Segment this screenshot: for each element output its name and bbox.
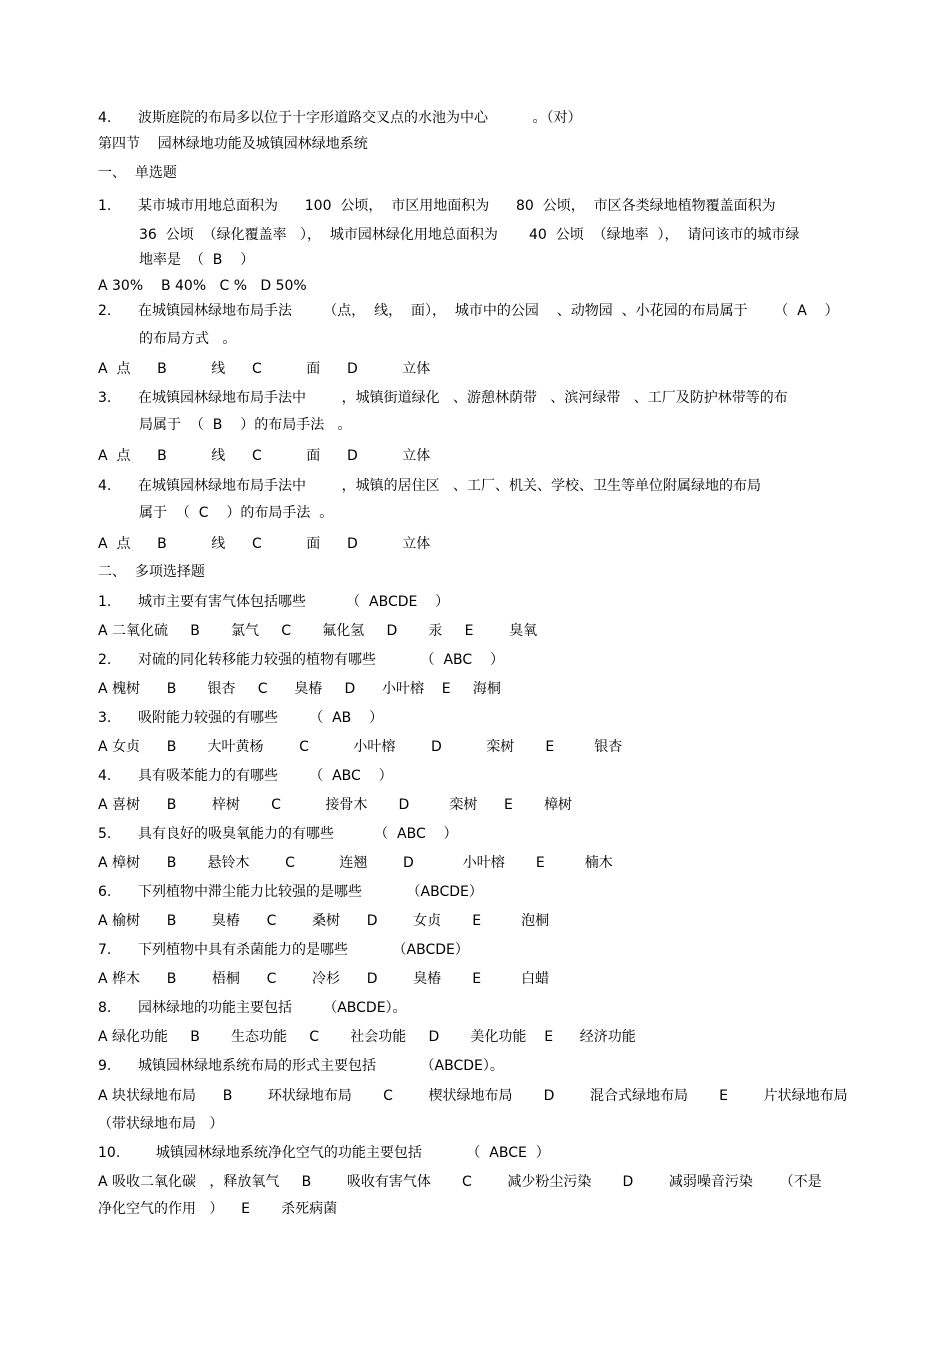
question-line: 的布局方式 。 — [139, 331, 237, 347]
question-line: 1. 城市主要有害气体包括哪些 （ ABCDE ） — [98, 594, 450, 610]
subsection-heading: 一、 单选题 — [98, 165, 177, 181]
subsection-heading: 二、 多项选择题 — [98, 564, 205, 580]
options-line: A 喜树 B 梓树 C 接骨木 D 栾树 E 樟树 — [98, 797, 573, 813]
options-line: 净化空气的作用 ） E 杀死病菌 — [98, 1201, 338, 1217]
options-line: A 点 B 线 C 面 D 立体 — [98, 361, 431, 377]
question-line: 6. 下列植物中滞尘能力比较强的是哪些 （ABCDE） — [98, 884, 483, 900]
question-line: 地率是 （ B ） — [139, 252, 255, 268]
options-line: A 点 B 线 C 面 D 立体 — [98, 536, 431, 552]
text-line: 4. 波斯庭院的布局多以位于十字形道路交叉点的水池为中心 。（对） — [98, 110, 582, 126]
options-line: A 女贞 B 大叶黄杨 C 小叶榕 D 栾树 E 银杏 — [98, 739, 623, 755]
question-line: 9. 城镇园林绿地系统布局的形式主要包括 （ABCDE）。 — [98, 1058, 504, 1074]
question-line: 36 公顷 （绿化覆盖率 ）， 城市园林绿化用地总面积为 40 公顷 （绿地率 ）， 请问该市的城市绿 — [139, 227, 800, 243]
options-line: A 吸收二氧化碳 ，释放氧气 B 吸收有害气体 C 减少粉尘污染 D 减弱噪音污染 （不是 — [98, 1174, 822, 1190]
question-line: 7. 下列植物中具有杀菌能力的是哪些 （ABCDE） — [98, 942, 469, 958]
question-line: 1. 某市城市用地总面积为 100 公顷， 市区用地面积为 80 公顷， 市区各类绿地植物覆盖面积为 — [98, 198, 776, 214]
options-line: A 30% B 40% C % D 50% — [98, 278, 307, 294]
options-line: A 樟树 B 悬铃木 C 连翘 D 小叶榕 E 楠木 — [98, 855, 613, 871]
question-line: 属于 （ C ）的布局手法 。 — [139, 505, 334, 521]
options-line: A 榆树 B 臭椿 C 桑树 D 女贞 E 泡桐 — [98, 913, 550, 929]
question-line: 10. 城镇园林绿地系统净化空气的功能主要包括 （ ABCE ） — [98, 1145, 550, 1161]
options-line: （带状绿地布局 ） — [98, 1116, 224, 1132]
options-line: A 点 B 线 C 面 D 立体 — [98, 448, 431, 464]
section-heading: 第四节 园林绿地功能及城镇园林绿地系统 — [98, 136, 368, 152]
question-line: 2. 在城镇园林绿地布局手法 （点， 线， 面）， 城市中的公园 、动物园 、小花园的布局属于 （ A ） — [98, 303, 839, 319]
question-line: 4. 具有吸苯能力的有哪些 （ ABC ） — [98, 768, 393, 784]
question-line: 5. 具有良好的吸臭氧能力的有哪些 （ ABC ） — [98, 826, 458, 842]
options-line: A 块状绿地布局 B 环状绿地布局 C 楔状绿地布局 D 混合式绿地布局 E 片状绿地布局 — [98, 1088, 848, 1104]
question-line: 局属于 （ B ）的布局手法 。 — [139, 417, 352, 433]
question-line: 8. 园林绿地的功能主要包括 （ABCDE）。 — [98, 1000, 407, 1016]
question-line: 4. 在城镇园林绿地布局手法中 ，城镇的居住区 、工厂、机关、学校、卫生等单位附属绿地的布局 — [98, 478, 762, 494]
question-line: 3. 在城镇园林绿地布局手法中 ，城镇街道绿化 、游憩林荫带 、滨河绿带 、工厂及防护林带等的布 — [98, 390, 788, 406]
question-line: 2. 对硫的同化转移能力较强的植物有哪些 （ ABC ） — [98, 652, 504, 668]
options-line: A 绿化功能 B 生态功能 C 社会功能 D 美化功能 E 经济功能 — [98, 1029, 636, 1045]
options-line: A 二氧化硫 B 氯气 C 氟化氢 D 汞 E 臭氧 — [98, 623, 538, 639]
options-line: A 槐树 B 银杏 C 臭椿 D 小叶榕 E 海桐 — [98, 681, 501, 697]
question-line: 3. 吸附能力较强的有哪些 （ AB ） — [98, 710, 384, 726]
options-line: A 桦木 B 梧桐 C 冷杉 D 臭椿 E 白蜡 — [98, 971, 550, 987]
